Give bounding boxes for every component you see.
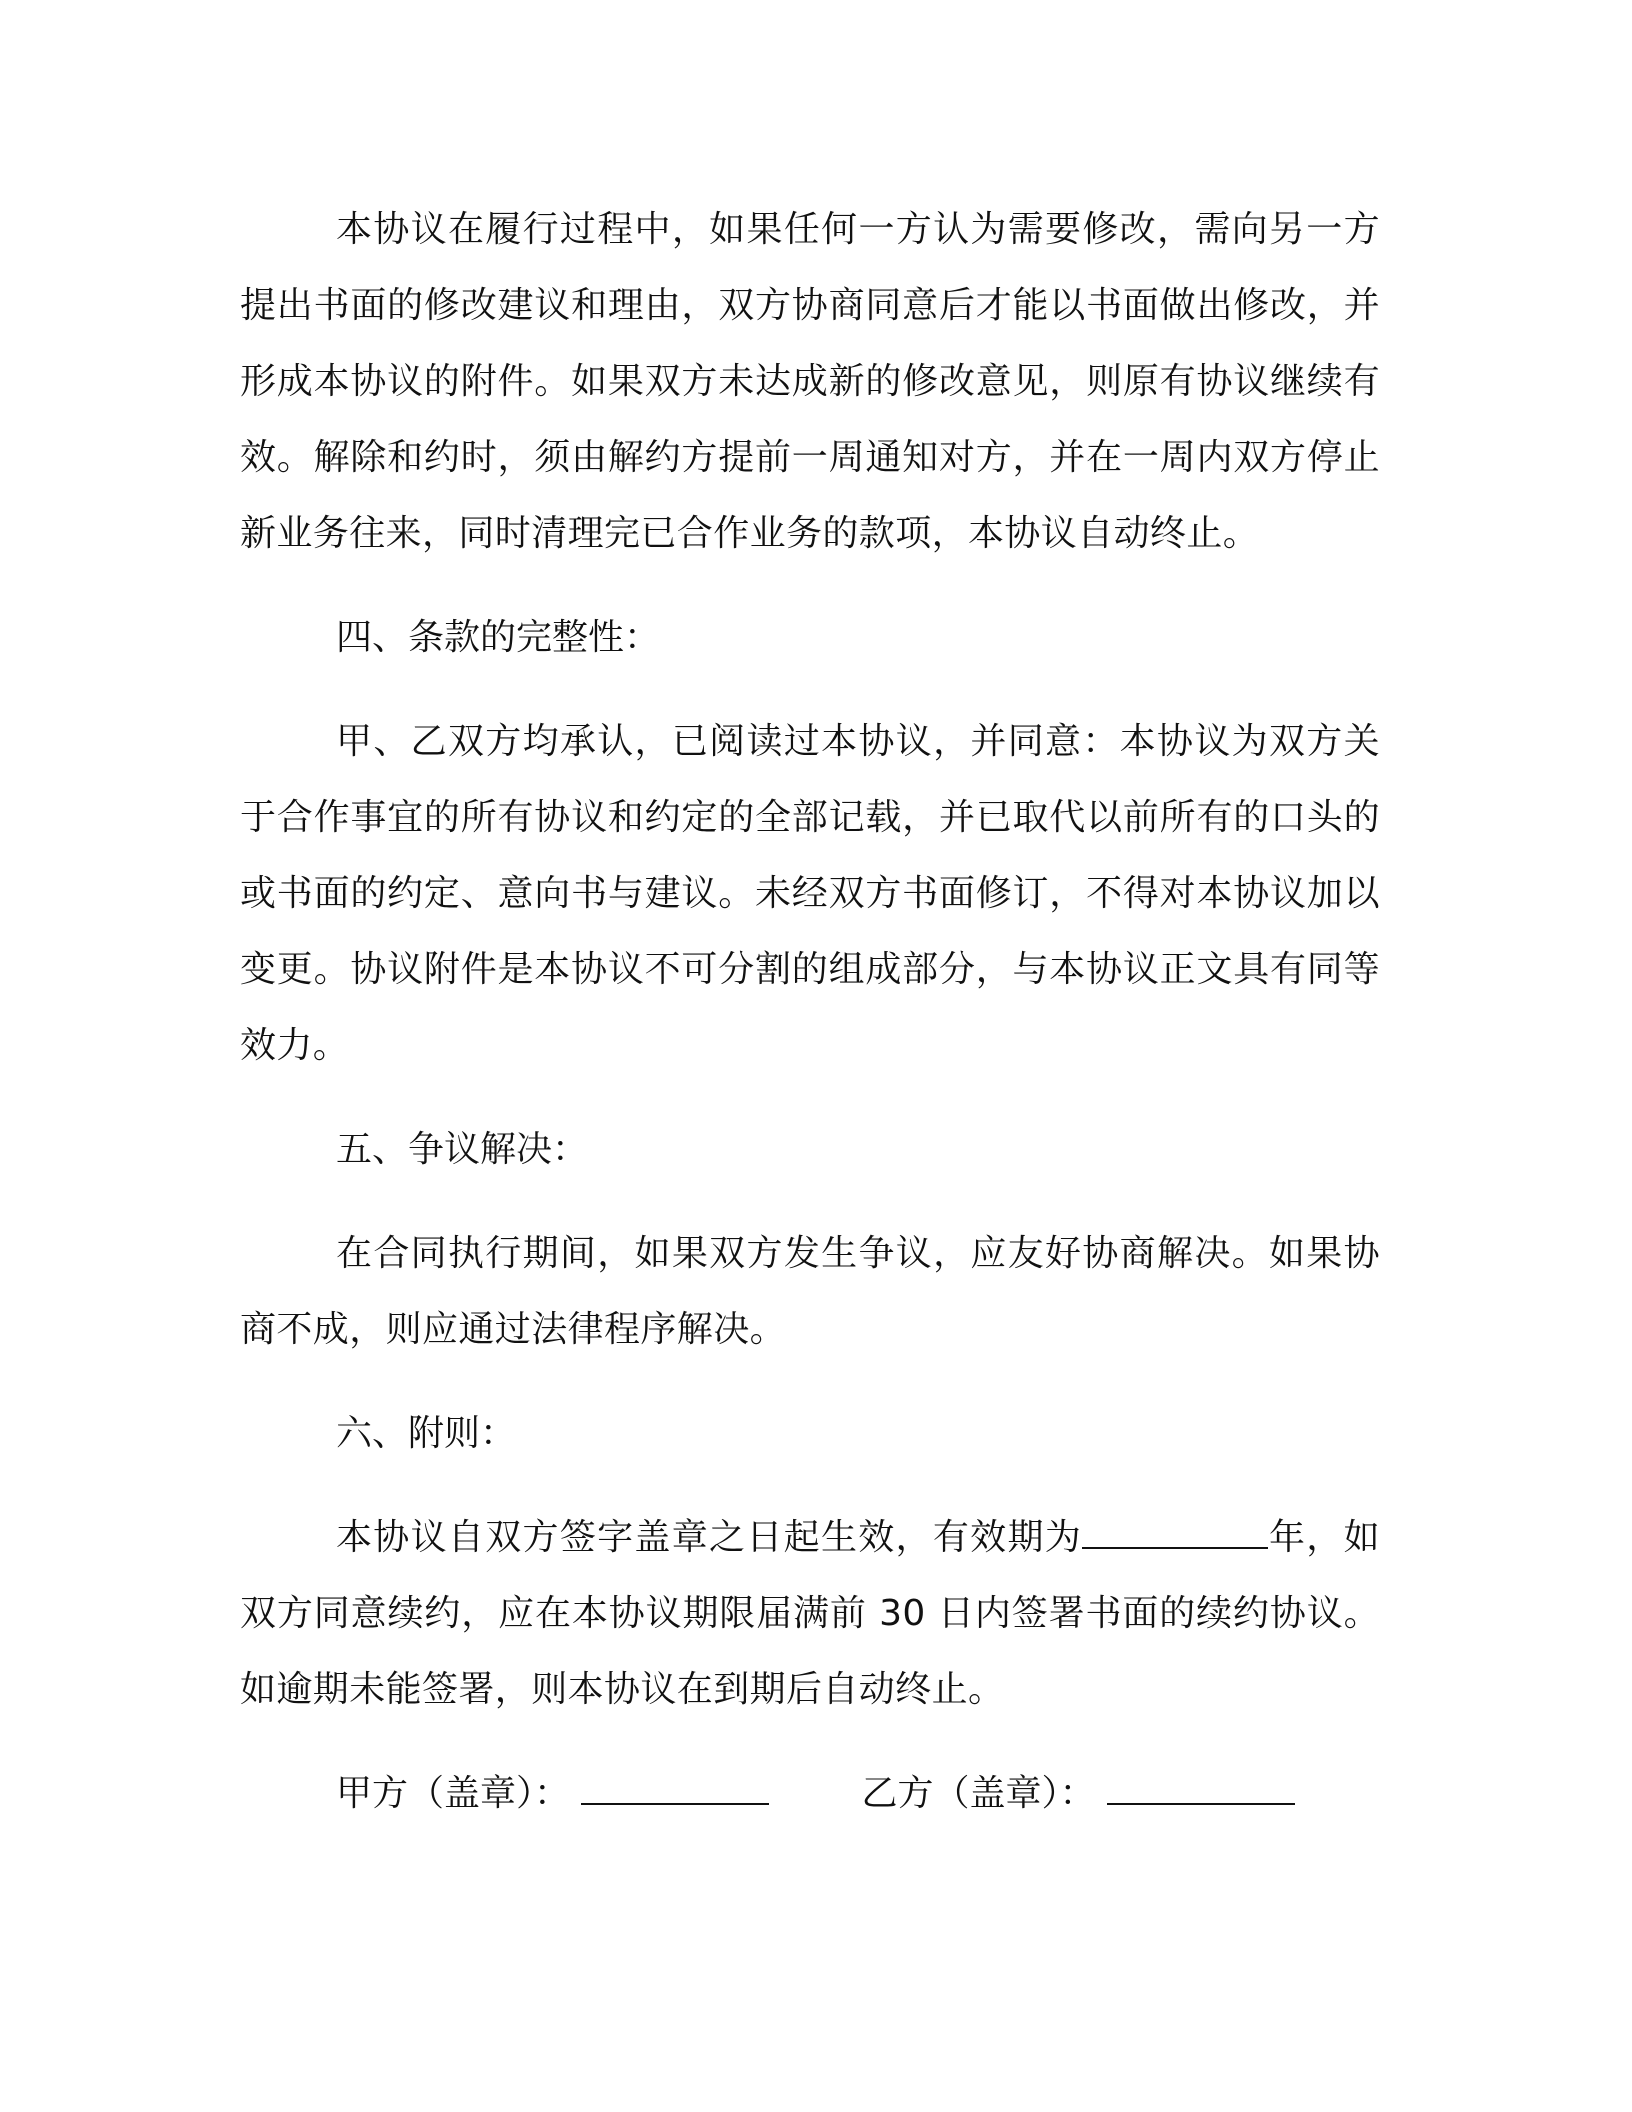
section-heading-4: 四、条款的完整性： — [336, 617, 661, 658]
paragraph-dispute: 在合同执行期间，如果双方发生争议，应友好协商解决。如果协商不成，则应通过法律程序解决。 — [240, 1233, 1380, 1350]
party-b-label: 乙方（盖章）： — [861, 1773, 1096, 1814]
party-a-seal-blank[interactable] — [581, 1773, 769, 1805]
signature-row — [240, 1756, 1380, 1832]
party-a-signature — [336, 1756, 769, 1832]
party-b-seal-blank[interactable] — [1107, 1773, 1295, 1805]
paragraph-supplementary-part-2: 年，如双方同意续约，应在本协议期限届满前 30 日内签署书面的续约协议。如逾期未能签署，则本协议在到期后自动终止。 — [240, 1517, 1380, 1710]
paragraph-supplementary — [240, 1500, 1380, 1728]
party-a-label: 甲方（盖章）： — [336, 1773, 571, 1814]
paragraph-modification: 本协议在履行过程中，如果任何一方认为需要修改，需向另一方提出书面的修改建议和理由，双方协商同意后才能以书面做出修改，并形成本协议的附件。如果双方未达成新的修改意见，则原有协议继续有效。解除和约时，须由解约方提前一周通知对方，并在一周内双方停止新业务往来，同时清理完已合作业务的款项，本协议自动终止。 — [240, 209, 1380, 554]
validity-years-blank[interactable] — [1082, 1517, 1268, 1549]
party-b-signature — [861, 1756, 1294, 1832]
document-body — [240, 192, 1380, 1832]
paragraph-integrity: 甲、乙双方均承认，已阅读过本协议，并同意：本协议为双方关于合作事宜的所有协议和约定的全部记载，并已取代以前所有的口头的或书面的约定、意向书与建议。未经双方书面修订，不得对本协议加以变更。协议附件是本协议不可分割的组成部分，与本协议正文具有同等效力。 — [240, 721, 1380, 1066]
section-heading-6: 六、附则： — [336, 1413, 517, 1454]
section-heading-5: 五、争议解决： — [336, 1129, 589, 1170]
paragraph-supplementary-part-1: 本协议自双方签字盖章之日起生效，有效期为 — [336, 1517, 1083, 1558]
